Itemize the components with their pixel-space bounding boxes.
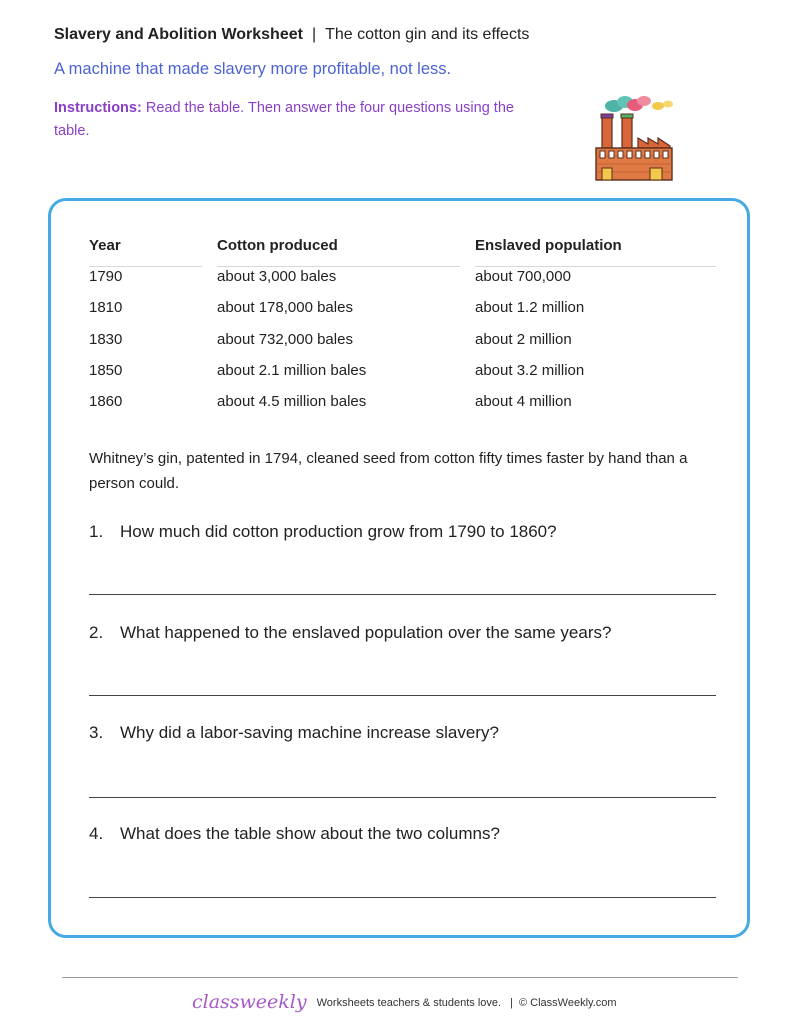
- table-cell: about 1.2 million: [475, 299, 585, 317]
- header-divider: [475, 266, 716, 267]
- context-note: Whitney’s gin, patented in 1794, cleaned seed from cotton fifty times faster by hand than a person could.: [89, 450, 688, 492]
- table-row: [89, 331, 716, 362]
- footer-tagline: Worksheets teachers & students love.: [316, 997, 502, 1009]
- footer: [192, 991, 617, 1013]
- brand-logo: classweekly: [192, 991, 307, 1013]
- table-cell: about 700,000: [475, 268, 571, 285]
- column-header: Cotton produced: [217, 237, 338, 254]
- table-cell: 1850: [89, 361, 123, 379]
- worksheet-title: [54, 26, 529, 44]
- question-number: 3.: [89, 723, 104, 742]
- question-text: How much did cotton production grow from 1790 to 1860?: [120, 522, 557, 541]
- table-cell: about 732,000 bales: [217, 330, 353, 348]
- answer-line-4[interactable]: [89, 897, 716, 898]
- table-cell: about 3.2 million: [475, 361, 585, 379]
- instructions: [54, 97, 534, 143]
- table-cell: 1810: [89, 299, 123, 317]
- factory-icon: [592, 94, 678, 182]
- table-cell: about 4 million: [475, 393, 572, 411]
- table-cell: 1790: [89, 268, 123, 285]
- question-number: 1.: [89, 522, 104, 541]
- title-topic: The cotton gin and its effects: [325, 26, 530, 43]
- footer-divider: [62, 977, 738, 978]
- answer-line-2[interactable]: [89, 695, 716, 696]
- subtitle: A machine that made slavery more profitable, not less.: [54, 60, 452, 78]
- question-1: [89, 522, 557, 542]
- table-cell: about 2.1 million bales: [217, 361, 367, 379]
- question-2: [89, 623, 611, 643]
- worksheet-card: [48, 198, 750, 938]
- column-header: Enslaved population: [475, 237, 622, 254]
- question-4: [89, 824, 500, 844]
- instructions-text: Read the table. Then answer the four questions using the table.: [54, 100, 514, 139]
- title-main: Slavery and Abolition Worksheet: [54, 26, 303, 43]
- data-table: [89, 237, 716, 424]
- header-divider: [217, 266, 460, 267]
- table-cell: about 2 million: [475, 330, 572, 348]
- table-row: [89, 362, 716, 393]
- header-divider: [89, 266, 202, 267]
- table-row: [89, 393, 716, 424]
- table-cell: about 3,000 bales: [217, 268, 337, 285]
- answer-line-3[interactable]: [89, 797, 716, 798]
- footer-copyright: © ClassWeekly.com: [519, 997, 617, 1009]
- footer-separator: |: [510, 997, 513, 1009]
- question-text: Why did a labor-saving machine increase slavery?: [120, 723, 499, 742]
- question-3: [89, 723, 499, 743]
- question-number: 2.: [89, 623, 104, 642]
- column-header: Year: [89, 237, 121, 254]
- table-cell: about 4.5 million bales: [217, 393, 367, 411]
- question-number: 4.: [89, 824, 104, 843]
- table-row: [89, 268, 716, 299]
- answer-line-1[interactable]: [89, 594, 716, 595]
- table-cell: 1860: [89, 393, 123, 411]
- table-row: [89, 299, 716, 330]
- title-separator: |: [311, 26, 317, 43]
- table-header-row: [89, 237, 716, 268]
- table-cell: about 178,000 bales: [217, 299, 353, 317]
- question-text: What happened to the enslaved population over the same years?: [120, 623, 612, 642]
- question-text: What does the table show about the two columns?: [120, 824, 500, 843]
- instructions-label: Instructions:: [54, 100, 142, 116]
- table-cell: 1830: [89, 330, 123, 348]
